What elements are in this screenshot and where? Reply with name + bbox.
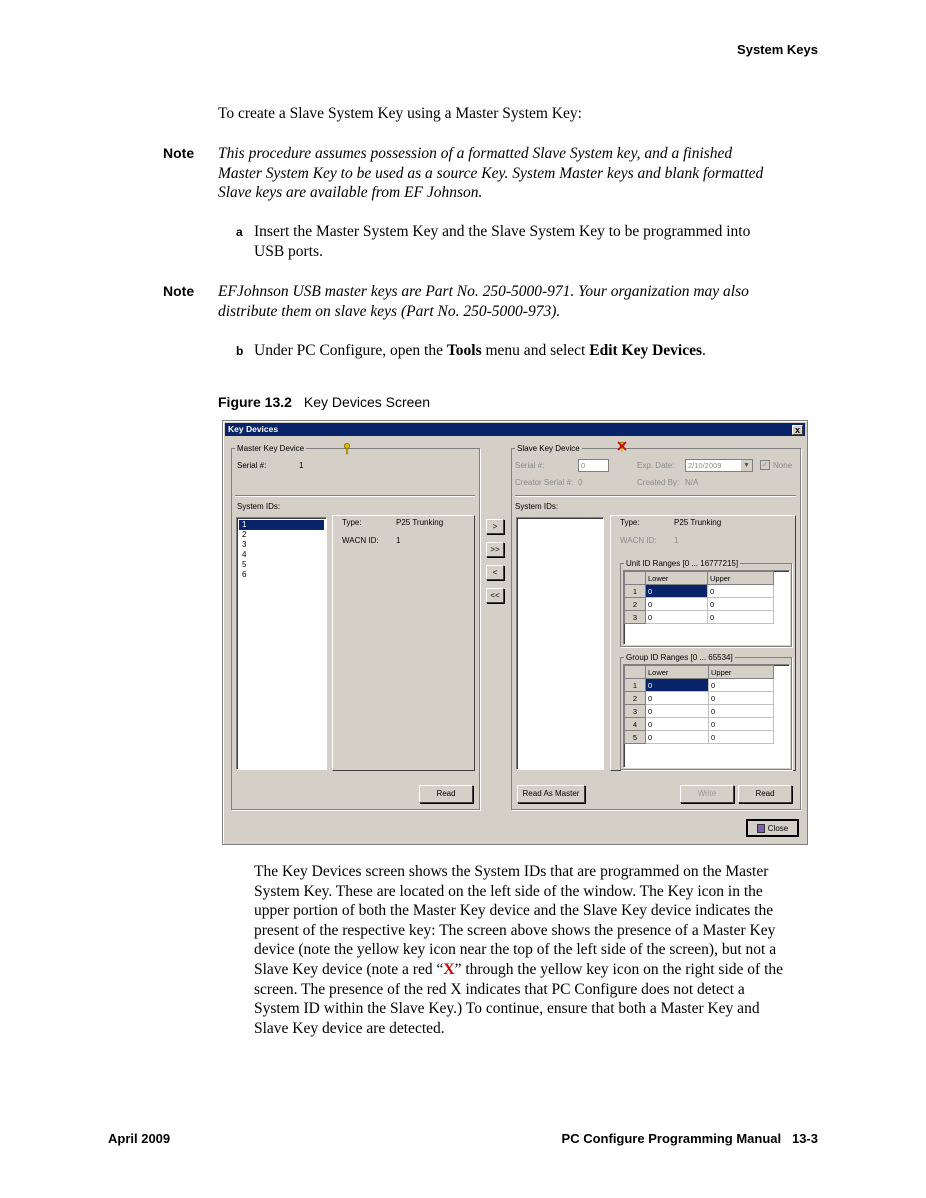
upper-cell[interactable]: 0 [708,598,774,611]
note-2-label: Note [163,283,195,299]
master-serial-value: 1 [299,461,304,470]
dialog-title: Key Devices [228,424,279,434]
step-b-letter: b [236,344,244,358]
row-header: 5 [625,731,646,744]
paragraph-line: Slave Key device are detected. [254,1019,445,1037]
grid-header-row [625,572,774,585]
close-icon[interactable]: x [792,425,803,435]
exp-date-label: Exp. Date: [637,461,675,470]
row-header: 2 [625,598,646,611]
group-id-ranges-grid[interactable] [624,665,774,744]
note-1-line: Master System Key to be used as a source Key. System Master keys and blank formatted [218,164,764,182]
master-type-value: P25 Trunking [396,518,444,527]
upper-header[interactable]: Upper [708,572,774,585]
upper-cell[interactable]: 0 [709,692,774,705]
list-item[interactable]: 6 [242,570,247,579]
paragraph-line: screen. The presence of the red X indicates that PC Configure does not detect a [254,980,745,998]
none-label: None [773,461,793,470]
lower-cell[interactable]: 0 [646,718,709,731]
upper-cell[interactable]: 0 [709,731,774,744]
grid-header-row [625,666,774,679]
master-group-label: Master Key Device [237,444,305,453]
step-b-text [254,341,706,361]
master-detail-panel [332,515,475,771]
lower-cell[interactable]: 0 [646,679,709,692]
corner-cell [625,572,646,585]
remove-all-button[interactable]: << [486,588,504,603]
upper-cell[interactable]: 0 [709,705,774,718]
step-b-tools: Tools [446,342,482,359]
slave-wacn-label: WACN ID: [620,536,657,545]
footer-date: April 2009 [108,1131,171,1146]
upper-cell[interactable]: 0 [709,679,774,692]
group-id-ranges-label: Group ID Ranges [0 ... 65534] [626,653,733,662]
lower-cell[interactable]: 0 [646,731,709,744]
master-system-ids-label: System IDs: [237,502,281,511]
table-row[interactable] [625,598,774,611]
list-item[interactable]: 1 [239,520,324,530]
step-b-post: . [702,342,706,359]
step-b-edit-key-devices: Edit Key Devices [589,342,703,359]
lower-header[interactable]: Lower [646,666,709,679]
figure-number: Figure 13.2 [218,394,292,410]
upper-cell[interactable]: 0 [708,611,774,624]
paragraph-line [254,960,783,980]
copy-all-button[interactable]: >> [486,542,504,557]
note-2-line: distribute them on slave keys (Part No. 250-5000-973). [218,302,561,320]
note-1-text [218,144,763,203]
upper-header[interactable]: Upper [709,666,774,679]
key-devices-dialog [222,420,808,845]
master-wacn-label: WACN ID: [342,536,379,545]
created-by-label: Created By: [637,478,680,487]
paragraph-line: System ID within the Slave Key.) To continue, ensure that both a Master Key and [254,1000,760,1018]
step-b-mid: menu and select [481,342,590,359]
row-header: 1 [625,585,646,598]
master-type-label: Type: [342,518,362,527]
note-1-line: Slave keys are available from EF Johnson. [218,184,483,201]
none-checkbox[interactable]: ✓ [761,460,769,469]
slave-system-ids-label: System IDs: [515,502,559,511]
slave-serial-label: Serial #: [515,461,545,470]
master-read-button[interactable]: Read [419,785,473,803]
row-header: 3 [625,611,646,624]
lower-cell[interactable]: 0 [646,705,709,718]
footer-page-number: 13-3 [791,1131,818,1146]
paragraph-line: upper portion of both the Master Key device and the Slave Key device indicates the [254,902,774,920]
slave-read-button[interactable]: Read [738,785,792,803]
list-item[interactable]: 4 [242,550,247,559]
copy-selected-button[interactable]: > [486,519,504,534]
lower-cell[interactable]: 0 [646,585,708,598]
note-2-text [218,282,749,321]
running-header: System Keys [737,42,818,57]
explanation-paragraph [254,862,783,1038]
slave-separator [515,495,796,497]
table-row[interactable] [625,611,774,624]
exp-date-picker[interactable] [685,459,753,472]
note-1-label: Note [163,145,195,161]
slave-serial-input[interactable]: 0 [578,459,609,472]
slave-system-ids-list[interactable] [516,517,604,770]
note-1-line: This procedure assumes possession of a formatted Slave System key, and a finished [218,145,733,162]
table-row[interactable] [625,585,774,598]
corner-cell [625,666,646,679]
upper-cell[interactable]: 0 [708,585,774,598]
slave-type-value: P25 Trunking [674,518,722,527]
step-a-line: Insert the Master System Key and the Slave System Key to be programmed into [254,223,751,240]
close-button-label: Close [767,824,789,833]
step-a-letter: a [236,225,243,239]
red-x-mark: X [443,960,455,978]
table-row[interactable] [625,679,774,692]
paragraph-line: device (note the yellow key icon near the top of the left side of the screen), but not a [254,941,777,959]
footer-manual [562,1131,818,1146]
line-pre: Slave Key device (note a red “ [254,960,444,978]
list-item[interactable]: 5 [242,560,247,569]
list-item[interactable]: 3 [242,540,247,549]
chevron-down-icon[interactable]: ▼ [741,460,752,471]
table-row[interactable] [625,731,774,744]
dialog-titlebar [225,423,805,436]
close-button[interactable] [746,819,799,837]
list-item[interactable]: 2 [242,530,247,539]
paragraph-line: The Key Devices screen shows the System IDs that are programmed on the Master [254,863,769,880]
paragraph-line: System Key. These are located on the left side of the window. The Key icon in the [254,882,763,900]
figure-caption [218,394,430,410]
lower-cell[interactable]: 0 [646,692,709,705]
table-row[interactable] [625,718,774,731]
lower-header[interactable]: Lower [646,572,708,585]
slave-type-label: Type: [620,518,640,527]
row-header: 2 [625,692,646,705]
write-button[interactable]: Write [680,785,734,803]
master-key-icon [343,443,351,455]
row-header: 1 [625,679,646,692]
figure-title: Key Devices Screen [303,394,430,410]
note-2-line: EFJohnson USB master keys are Part No. 250-5000-971. Your organization may also [218,283,749,300]
exp-date-value: 2/10/2009 [688,461,722,470]
table-row[interactable] [625,692,774,705]
lower-cell[interactable]: 0 [646,598,708,611]
read-as-master-button[interactable]: Read As Master [517,785,585,803]
line-post: ” through the yellow key icon on the right side of the [454,960,783,978]
footer-manual-title: PC Configure Programming Manual [561,1131,782,1146]
remove-selected-button[interactable]: < [486,565,504,580]
lower-cell[interactable]: 0 [646,611,708,624]
intro-text: To create a Slave System Key using a Master System Key: [218,105,582,122]
creator-serial-label: Creator Serial #: [515,478,574,487]
unit-id-ranges-grid[interactable] [624,571,774,624]
row-header: 4 [625,718,646,731]
table-row[interactable] [625,705,774,718]
row-header: 3 [625,705,646,718]
creator-serial-value: 0 [578,478,583,487]
step-a-text [254,222,750,261]
created-by-value: N/A [685,478,699,487]
step-a-line: USB ports. [254,242,323,260]
master-system-ids-list[interactable] [236,517,327,770]
slave-key-missing-icon [617,441,627,453]
slave-wacn-value: 1 [674,536,679,545]
master-separator [235,495,475,497]
master-serial-label: Serial #: [237,461,267,470]
door-icon [757,824,765,833]
slave-group-label: Slave Key Device [517,444,580,453]
master-wacn-value: 1 [396,536,401,545]
unit-id-ranges-label: Unit ID Ranges [0 ... 16777215] [626,559,739,568]
paragraph-line: present of the respective key: The screen above shows the presence of a Master Key [254,921,776,939]
step-b-pre: Under PC Configure, open the [254,342,447,359]
upper-cell[interactable]: 0 [709,718,774,731]
